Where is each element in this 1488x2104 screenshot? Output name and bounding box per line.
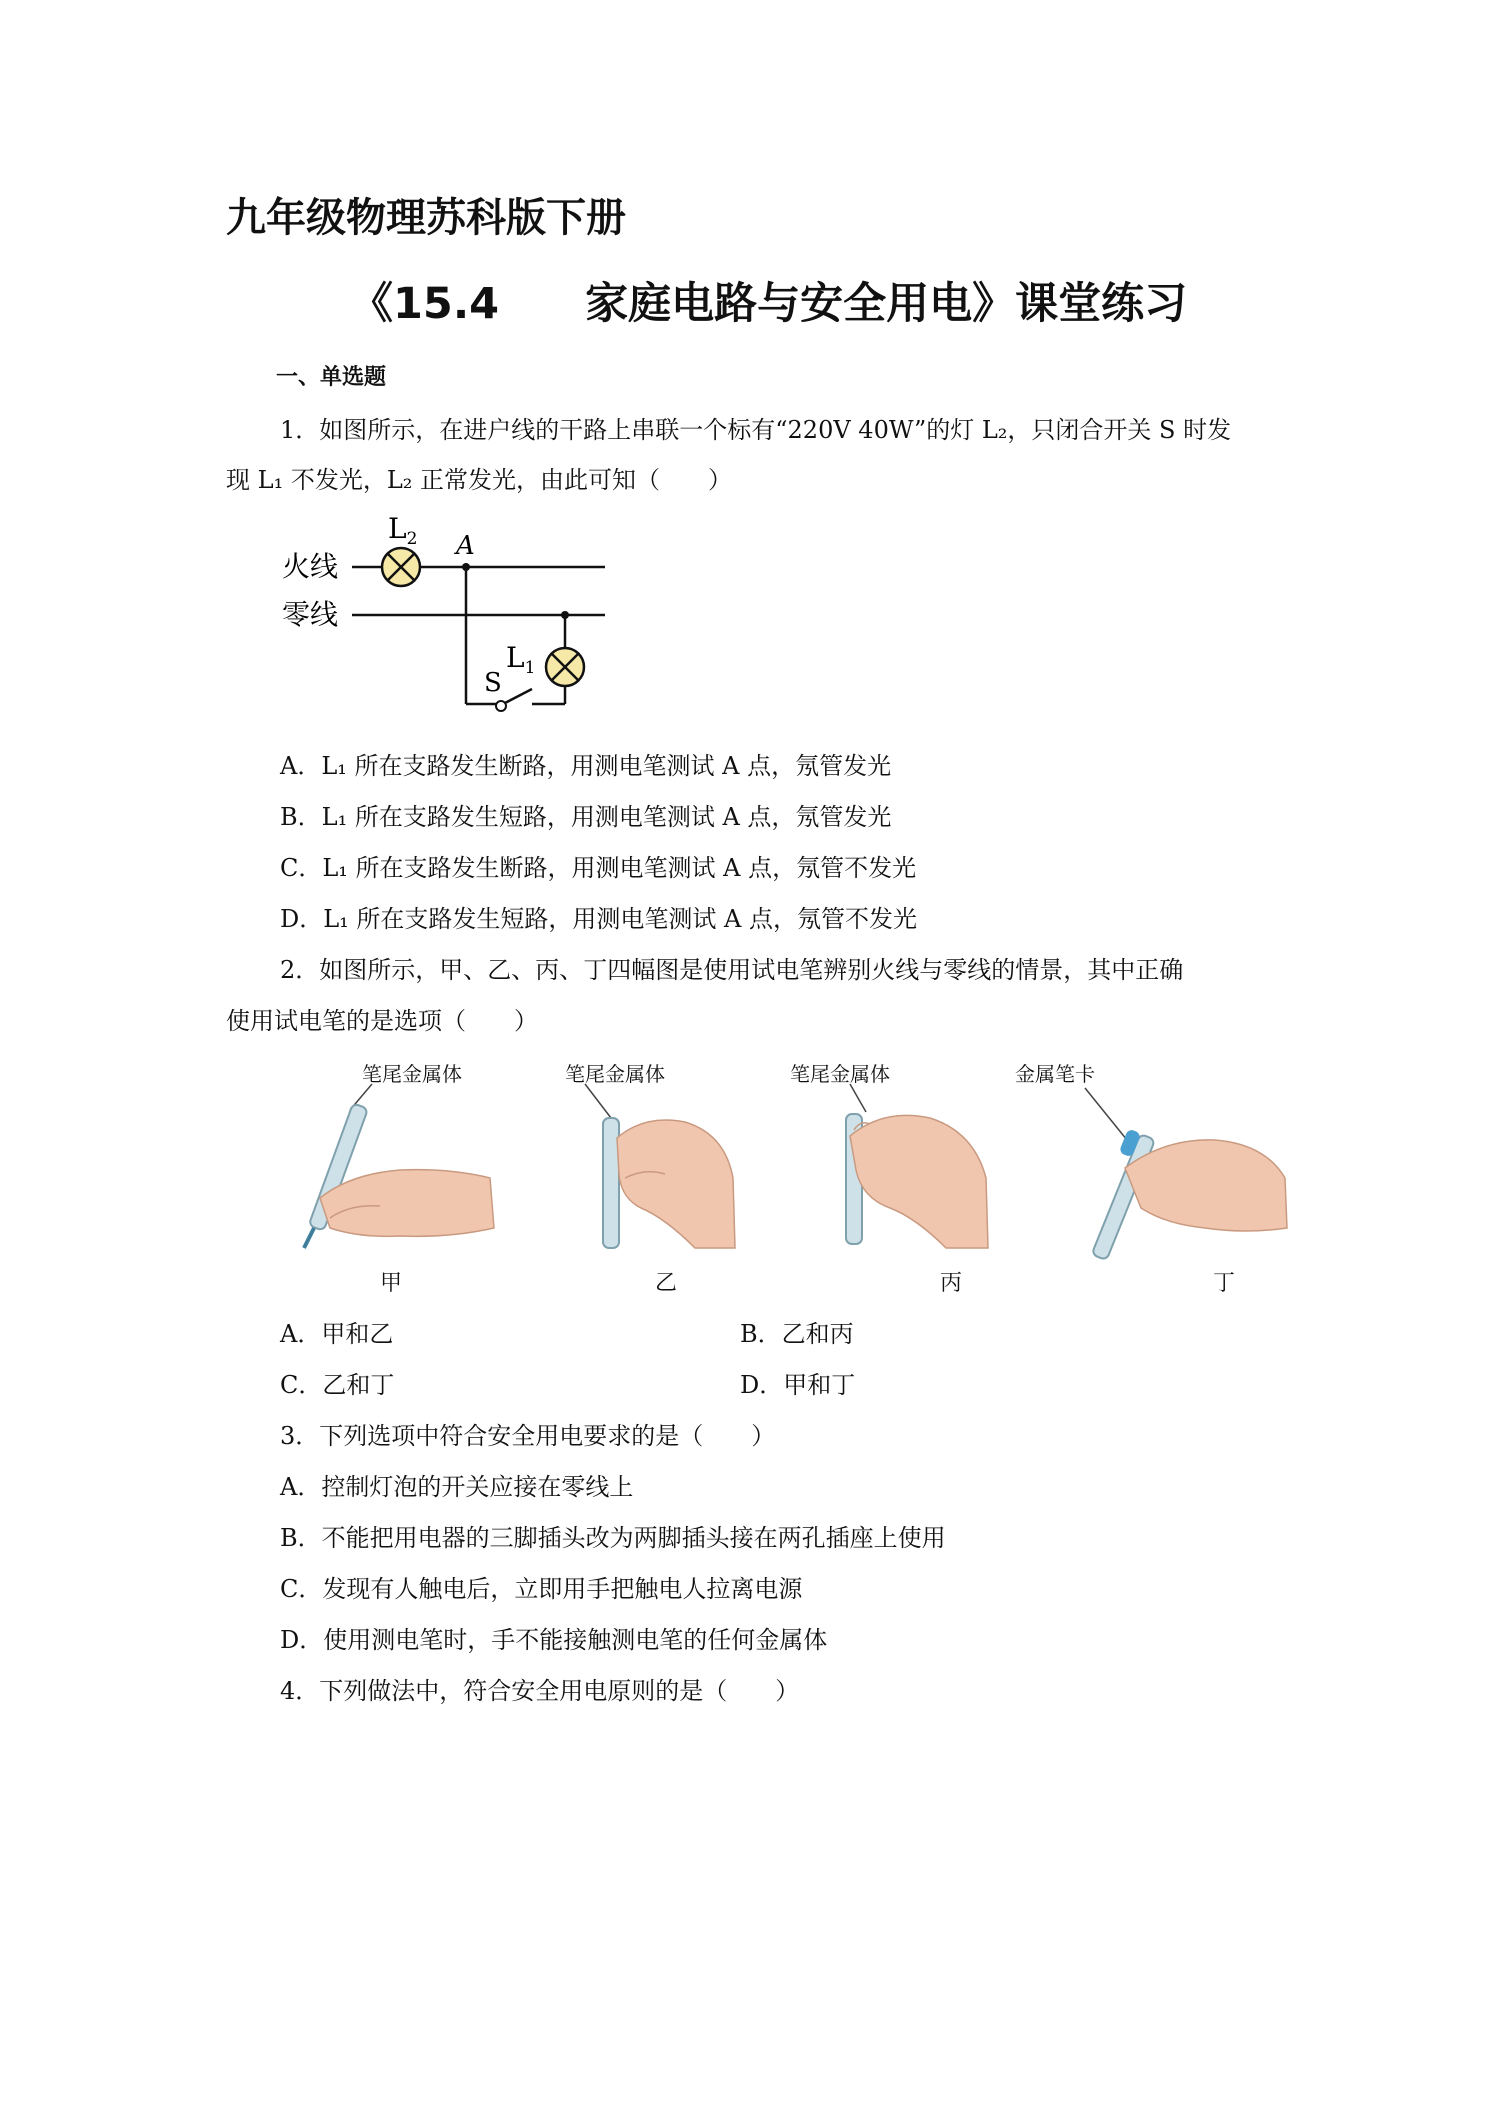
q1-option-a: A．L₁ 所在支路发生断路，用测电笔测试 A 点，氖管发光 [280,752,892,780]
q2-option-a: A．甲和乙 [280,1320,394,1348]
q1-option-c: C．L₁ 所在支路发生断路，用测电笔测试 A 点，氖管不发光 [280,854,917,882]
q2-stem-line1: 2．如图所示，甲、乙、丙、丁四幅图是使用试电笔辨别火线与零线的情景，其中正确 [280,956,1184,984]
panel-jia [290,1058,500,1298]
panel-yi [545,1058,755,1298]
q3-stem: 3．下列选项中符合安全用电要求的是（ ） [280,1422,776,1450]
q3-option-a: A．控制灯泡的开关应接在零线上 [280,1473,634,1501]
q3-option-d: D．使用测电笔时，手不能接触测电笔的任何金属体 [280,1626,828,1654]
q2-option-b: B．乙和丙 [740,1320,854,1348]
q3-option-c: C．发现有人触电后，立即用手把触电人拉离电源 [280,1575,803,1603]
neutral-wire-label: 零线 [282,598,339,631]
q2-option-d: D．甲和丁 [740,1371,856,1399]
q2-stem-line2: 使用试电笔的是选项（ ） [226,1007,538,1035]
hand-pen-bing-image [790,1078,1000,1278]
lamp-l2-icon [382,548,420,586]
panel-ding-caption: 金属笔卡 [1015,1062,1095,1086]
lamp-l1-icon [546,648,584,686]
panel-jia-caption: 笔尾金属体 [362,1062,462,1086]
section-title: 一、单选题 [276,365,387,390]
q1-option-d: D．L₁ 所在支路发生短路，用测电笔测试 A 点，氖管不发光 [280,905,918,933]
q2-option-c: C．乙和丁 [280,1371,395,1399]
document-title: 《15.4 家庭电路与安全用电》课堂练习 [350,279,1188,329]
q3-option-b: B．不能把用电器的三脚插头改为两脚插头接在两孔插座上使用 [280,1524,946,1552]
hand-pen-jia-image [290,1078,500,1278]
hand-pen-ding-image [1015,1078,1295,1278]
circuit-diagram [270,508,630,728]
panel-ding-label: 丁 [1213,1271,1236,1296]
panel-ding [1015,1058,1295,1298]
panel-bing [790,1058,1000,1298]
q1-stem-line1: 1．如图所示，在进户线的干路上串联一个标有“220V 40W”的灯 L₂，只闭合开关 S 时发 [280,416,1232,444]
lamp-l2-label: $L_2$ [388,512,418,549]
q1-stem-line2: 现 L₁ 不发光，L₂ 正常发光，由此可知（ ） [226,466,733,494]
lamp-l1-label: $L_1$ [506,641,536,678]
switch-label: S [484,668,502,698]
panel-bing-caption: 笔尾金属体 [790,1062,890,1086]
q4-stem: 4．下列做法中，符合安全用电原则的是（ ） [280,1677,800,1705]
panel-yi-label: 乙 [655,1271,678,1296]
hand-pen-yi-image [545,1078,755,1278]
q1-option-b: B．L₁ 所在支路发生短路，用测电笔测试 A 点，氖管发光 [280,803,892,831]
panel-jia-label: 甲 [380,1271,403,1296]
panel-yi-caption: 笔尾金属体 [565,1062,665,1086]
panel-bing-label: 丙 [940,1271,963,1296]
book-title: 九年级物理苏科版下册 [226,195,626,241]
point-a-label: A [456,531,475,561]
live-wire-label: 火线 [282,550,339,583]
